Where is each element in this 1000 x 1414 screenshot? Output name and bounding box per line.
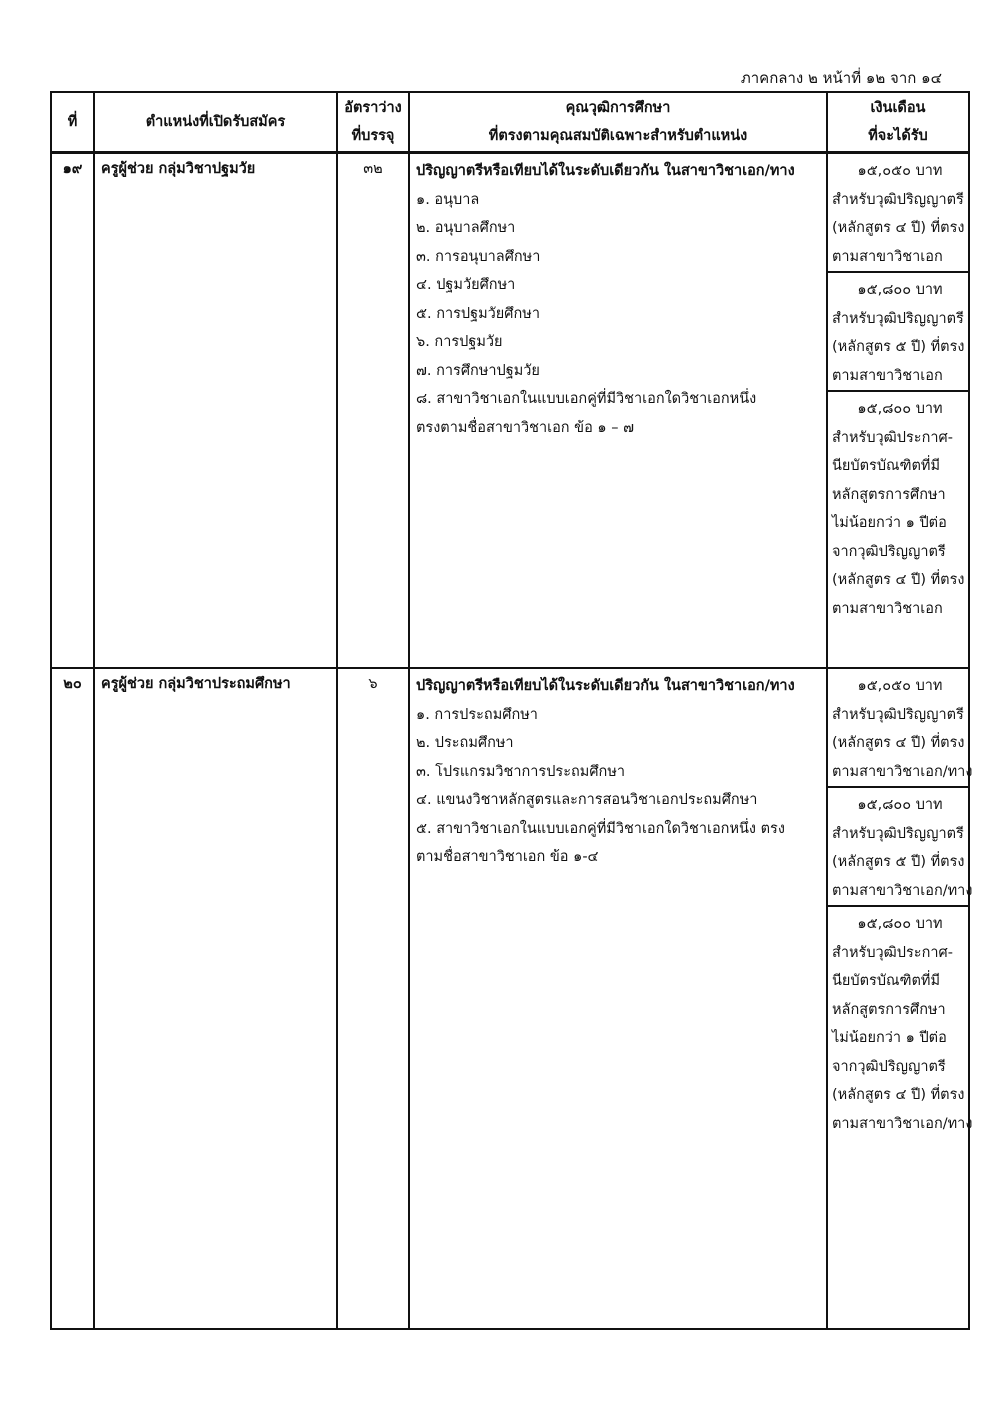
salary-desc-line: นียบัตรบัณฑิตที่มี [832, 458, 941, 474]
col-header-rate [337, 92, 409, 153]
qualification-item: ๘. สาขาวิชาเอกในแบบเอกคู่ที่มีวิชาเอกใดวิชาเอกหนึ่ง [416, 391, 757, 407]
col-header-no: ที่ [51, 92, 94, 153]
salary-desc-line: ตามสาขาวิชาเอก [832, 367, 943, 384]
salary-desc-line: จากวุฒิปริญญาตรี [832, 1058, 946, 1075]
salary-block [828, 788, 973, 907]
salary-block [828, 907, 973, 1138]
qualification-title: ปริญญาตรีหรือเทียบได้ในระดับเดียวกัน ในสาขาวิชาเอก/ทาง [416, 163, 795, 179]
qualification-cell [409, 153, 827, 669]
col-header-salary-line1: เงินเดือน [870, 99, 926, 116]
table-header-row [51, 92, 969, 153]
qualification-item: ๓. โปรแกรมวิชาการประถมศึกษา [416, 763, 626, 780]
salary-block [828, 273, 968, 392]
table-row [51, 153, 969, 669]
qualification-item: ๑. อนุบาล [416, 191, 480, 208]
col-header-salary [827, 92, 969, 153]
salary-desc-line: จากวุฒิปริญญาตรี [832, 543, 946, 560]
salary-desc-line: หลักสูตรการศึกษา [832, 1001, 946, 1018]
salary-desc-line: สำหรับวุฒิประกาศ- [832, 429, 953, 446]
salary-desc-line: ตามสาขาวิชาเอก [832, 600, 943, 617]
qualification-item: ๕. การปฐมวัยศึกษา [416, 305, 540, 322]
salary-amount: ๑๕,๘๐๐ บาท [857, 797, 943, 813]
salary-amount: ๑๕,๘๐๐ บาท [857, 282, 943, 298]
salary-desc-line: สำหรับวุฒิปริญญาตรี [832, 191, 964, 208]
salary-desc-line: ตามสาขาวิชาเอก/ทาง [832, 882, 973, 899]
row-number: ๑๙ [51, 153, 94, 669]
position-name: ครูผู้ช่วย กลุ่มวิชาปฐมวัย [94, 153, 337, 669]
salary-desc-line: สำหรับวุฒิปริญญาตรี [832, 706, 964, 723]
salary-amount: ๑๕,๘๐๐ บาท [857, 916, 943, 932]
salary-desc-line: ตามสาขาวิชาเอก [832, 248, 943, 265]
qualification-item: ๓. การอนุบาลศึกษา [416, 248, 541, 265]
salary-block [828, 669, 973, 788]
salary-amount: ๑๕,๐๕๐ บาท [857, 678, 943, 694]
col-header-qual-line2: ที่ตรงตามคุณสมบัติเฉพาะสำหรับตำแหน่ง [488, 128, 748, 144]
row-number: ๒๐ [51, 668, 94, 1329]
col-header-qualification [409, 92, 827, 153]
position-name: ครูผู้ช่วย กลุ่มวิชาประถมศึกษา [94, 668, 337, 1329]
vacancy-count: ๓๒ [337, 153, 409, 669]
salary-desc-line: (หลักสูตร ๔ ปี) ที่ตรง [832, 220, 965, 236]
salary-desc-line: (หลักสูตร ๕ ปี) ที่ตรง [832, 339, 965, 355]
qualification-cell [409, 668, 827, 1329]
qualification-item: ๑. การประถมศึกษา [416, 706, 538, 723]
qualification-item: ๒. ประถมศึกษา [416, 735, 514, 751]
salary-desc-line: (หลักสูตร ๔ ปี) ที่ตรง [832, 572, 965, 588]
salary-desc-line: ไม่น้อยกว่า ๑ ปีต่อ [832, 1030, 947, 1046]
qualification-item: ๖. การปฐมวัย [416, 334, 503, 350]
qualification-item: ตามชื่อสาขาวิชาเอก ข้อ ๑-๔ [416, 849, 599, 865]
qualification-item: ตรงตามชื่อสาขาวิชาเอก ข้อ ๑ – ๗ [416, 419, 634, 436]
positions-table [50, 91, 973, 1330]
qualification-item: ๕. สาขาวิชาเอกในแบบเอกคู่ที่มีวิชาเอกใดวิชาเอกหนึ่ง ตรง [416, 820, 785, 837]
salary-amount: ๑๕,๐๕๐ บาท [857, 163, 943, 179]
salary-desc-line: (หลักสูตร ๔ ปี) ที่ตรง [832, 1087, 965, 1103]
salary-desc-line: นียบัตรบัณฑิตที่มี [832, 973, 941, 989]
qualification-item: ๗. การศึกษาปฐมวัย [416, 362, 540, 379]
salary-cell [827, 153, 969, 669]
qualification-item: ๔. ปฐมวัยศึกษา [416, 277, 516, 293]
table-row [51, 668, 969, 1329]
salary-desc-line: หลักสูตรการศึกษา [832, 486, 946, 503]
salary-desc-line: สำหรับวุฒิปริญญาตรี [832, 825, 964, 842]
salary-amount: ๑๕,๘๐๐ บาท [857, 401, 943, 417]
salary-block [828, 392, 968, 623]
salary-desc-line: ไม่น้อยกว่า ๑ ปีต่อ [832, 515, 947, 531]
salary-desc-line: สำหรับวุฒิปริญญาตรี [832, 310, 964, 327]
page-header: ภาคกลาง ๒ หน้าที่ ๑๒ จาก ๑๔ [740, 69, 942, 87]
qualification-item: ๔. แขนงวิชาหลักสูตรและการสอนวิชาเอกประถมศึกษา [416, 792, 758, 808]
col-header-salary-line2: ที่จะได้รับ [868, 128, 928, 144]
qualification-title: ปริญญาตรีหรือเทียบได้ในระดับเดียวกัน ในสาขาวิชาเอก/ทาง [416, 678, 795, 694]
salary-cell [827, 668, 973, 1329]
qualification-item: ๒. อนุบาลศึกษา [416, 220, 516, 236]
salary-desc-line: (หลักสูตร ๕ ปี) ที่ตรง [832, 854, 965, 870]
col-header-rate-line1: อัตราว่าง [344, 99, 402, 116]
salary-desc-line: ตามสาขาวิชาเอก/ทาง [832, 763, 973, 780]
col-header-rate-line2: ที่บรรจุ [351, 128, 395, 144]
salary-desc-line: ตามสาขาวิชาเอก/ทาง [832, 1115, 973, 1132]
col-header-qual-line1: คุณวุฒิการศึกษา [565, 99, 671, 116]
col-header-position: ตำแหน่งที่เปิดรับสมัคร [94, 92, 337, 153]
salary-block [828, 154, 968, 273]
salary-desc-line: (หลักสูตร ๔ ปี) ที่ตรง [832, 735, 965, 751]
vacancy-count: ๖ [337, 668, 409, 1329]
salary-desc-line: สำหรับวุฒิประกาศ- [832, 944, 953, 961]
